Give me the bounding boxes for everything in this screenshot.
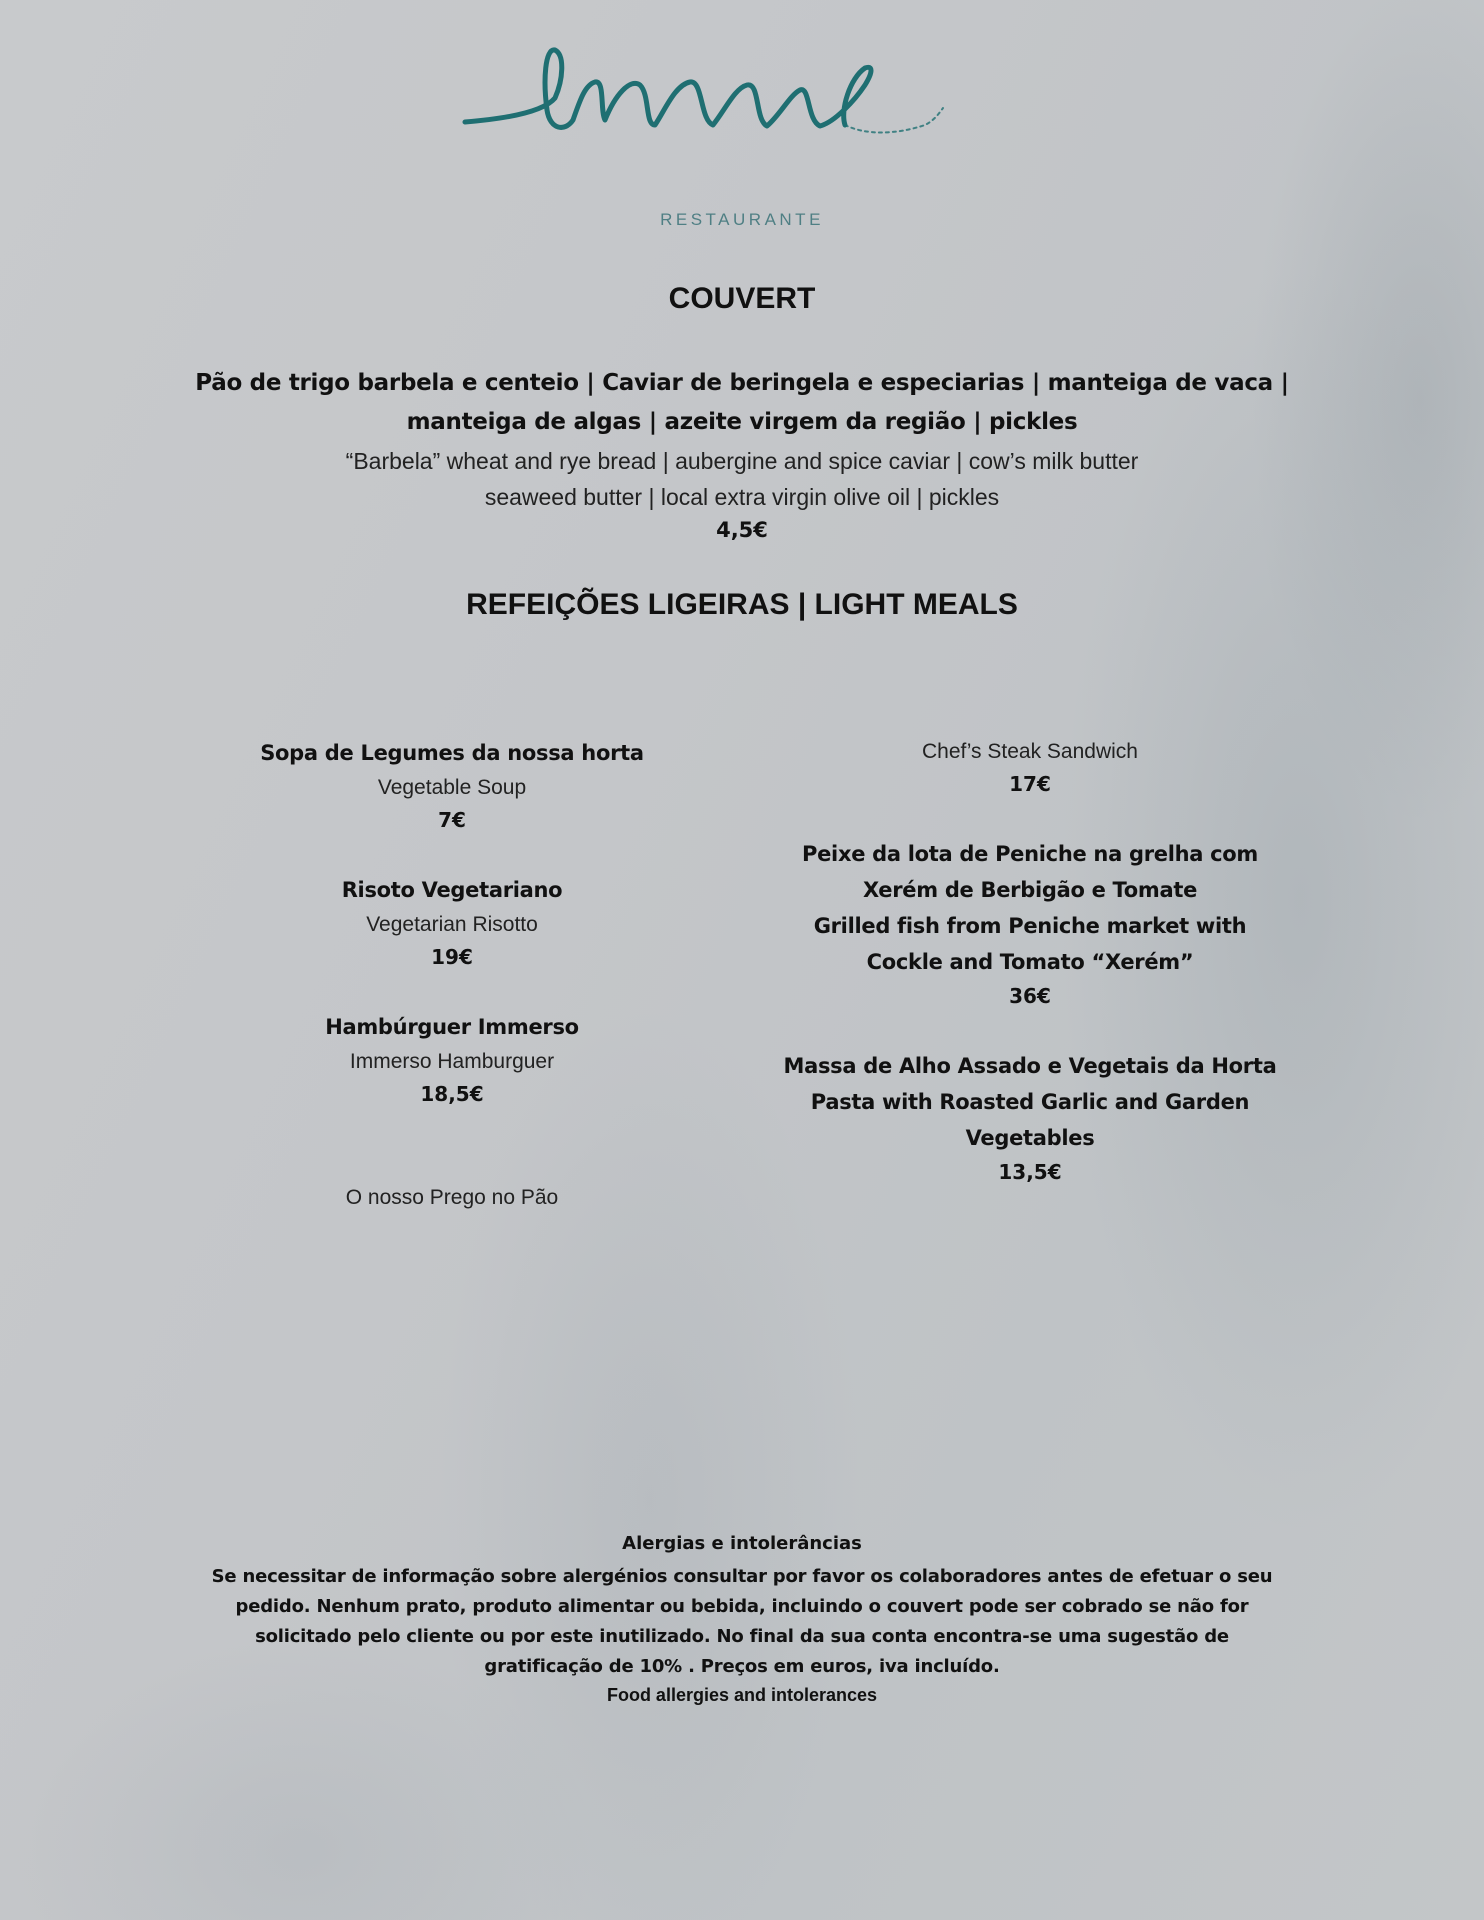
dish-name-pt: Risoto Vegetariano (341, 878, 563, 902)
couvert-pt-line1: Pão de trigo barbela e centeio | Caviar de beringela e especiarias | manteiga de vaca | (195, 370, 1289, 396)
dish-line: Peixe da lota de Peniche na grelha com (802, 842, 1258, 866)
dish-prego: O nosso Prego no Pão (345, 1186, 559, 1209)
menu-item (232, 735, 672, 837)
dish-name-en: Chef’s Steak Sandwich (922, 740, 1138, 763)
dish-price: 19€ (431, 945, 473, 969)
dish-line: Cockle and Tomato “Xerém” (866, 950, 1194, 974)
dish-price: 17€ (1009, 772, 1051, 796)
dish-name-en: Immerso Hamburguer (349, 1050, 555, 1073)
menu-item (232, 872, 672, 974)
dish-line: Grilled fish from Peniche market with (813, 914, 1247, 938)
dish-name-pt: Hambúrguer Immerso (325, 1015, 579, 1039)
menu-item (232, 1009, 672, 1111)
allergies-line: gratificação de 10% . Preços em euros, iva incluído. (484, 1656, 1000, 1677)
light-meals-title: REFEIÇÕES LIGEIRAS | LIGHT MEALS (466, 588, 1018, 621)
dish-price: 7€ (438, 808, 466, 832)
couvert-en-line1: “Barbela” wheat and rye bread | aubergine and spice caviar | cow’s milk butter (345, 448, 1139, 474)
dish-line: Xerém de Berbigão e Tomate (862, 878, 1198, 902)
allergies-line: solicitado pelo cliente ou por este inutilizado. No final da sua conta encontra-se uma sugestão de (255, 1626, 1229, 1647)
dish-name-en: Vegetarian Risotto (366, 913, 538, 936)
dish-line: Vegetables (965, 1126, 1095, 1150)
allergies-title-en: Food allergies and intolerances (606, 1685, 878, 1705)
dish-price: 13,5€ (998, 1160, 1062, 1184)
allergies-notice (200, 1562, 1284, 1682)
dish-line: Massa de Alho Assado e Vegetais da Horta (783, 1054, 1277, 1078)
menu-item (780, 836, 1280, 1013)
couvert-en-line2: seaweed butter | local extra virgin olive oil | pickles (484, 484, 1000, 510)
menu-item (780, 735, 1280, 801)
couvert-title: COUVERT (668, 282, 816, 315)
dish-name-pt: Sopa de Legumes da nossa horta (260, 741, 644, 765)
couvert-price: 4,5€ (716, 518, 768, 542)
dish-price: 18,5€ (420, 1082, 484, 1106)
restaurant-logo (455, 40, 1075, 150)
dish-line: Pasta with Roasted Garlic and Garden (810, 1090, 1250, 1114)
menu-item (780, 1048, 1280, 1189)
menu-column-right (780, 735, 1280, 1189)
dish-price: 36€ (1009, 984, 1051, 1008)
couvert-pt-line2: manteiga de algas | azeite virgem da região | pickles (406, 409, 1078, 435)
allergies-line: pedido. Nenhum prato, produto alimentar ou bebida, incluindo o couvert pode ser cobrado se não for (235, 1596, 1249, 1617)
dish-name-en: Vegetable Soup (377, 776, 527, 799)
menu-column-left (232, 735, 672, 1214)
allergies-line: Se necessitar de informação sobre alergénios consultar por favor os colaboradores antes de efetuar o seu (211, 1566, 1273, 1587)
restaurant-subtitle: RESTAURANTE (660, 210, 824, 229)
allergies-title: Alergias e intolerâncias (622, 1533, 862, 1554)
